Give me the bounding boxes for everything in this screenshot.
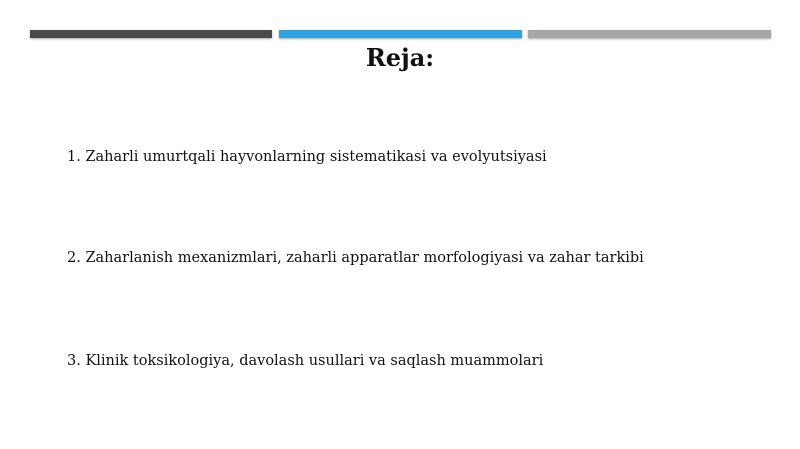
light-gray-bar	[528, 30, 771, 38]
plan-item-1: 1. Zaharli umurtqali hayvonlarning sistematikasi va evolyutsiyasi	[67, 149, 547, 165]
plan-item-3: 3. Klinik toksikologiya, davolash usullari va saqlash muammolari	[67, 353, 544, 369]
blue-bar	[279, 30, 522, 38]
dark-gray-bar	[30, 30, 272, 38]
header-decoration-bars	[30, 30, 771, 38]
plan-item-2: 2. Zaharlanish mexanizmlari, zaharli apparatlar morfologiyasi va zahar tarkibi	[67, 250, 644, 266]
slide-title: Reja:	[365, 43, 435, 72]
